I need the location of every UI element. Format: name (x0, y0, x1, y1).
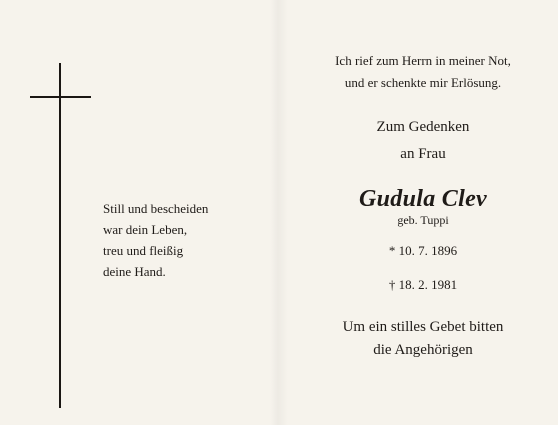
bible-quote (288, 50, 558, 94)
memorial-line: an Frau (400, 146, 446, 162)
quote-line: Ich rief zum Herrn in meiner Not, (335, 53, 511, 68)
quote-line: und er schenkte mir Erlösung. (344, 75, 502, 90)
card-fold (270, 0, 288, 425)
poem-line: treu und fleißig (103, 243, 184, 258)
closing-line: die Angehörigen (373, 342, 473, 358)
birth-name: geb. Tuppi (397, 213, 449, 227)
cross-horizontal-beam (30, 96, 91, 98)
memorial-heading (288, 114, 558, 168)
deceased-name: Gudula Clev (359, 186, 487, 212)
poem-line: Still und bescheiden (103, 201, 209, 216)
right-panel (288, 50, 558, 362)
birth-date: * 10. 7. 1896 (388, 243, 458, 258)
poem (103, 198, 263, 282)
closing-line: Um ein stilles Gebet bitten (342, 319, 504, 335)
memorial-line: Zum Gedenken (376, 119, 470, 135)
death-date: † 18. 2. 1981 (388, 277, 458, 292)
closing-request (288, 316, 558, 362)
poem-line: war dein Leben, (103, 222, 188, 237)
cross-vertical-beam (59, 63, 61, 408)
poem-line: deine Hand. (103, 264, 166, 279)
